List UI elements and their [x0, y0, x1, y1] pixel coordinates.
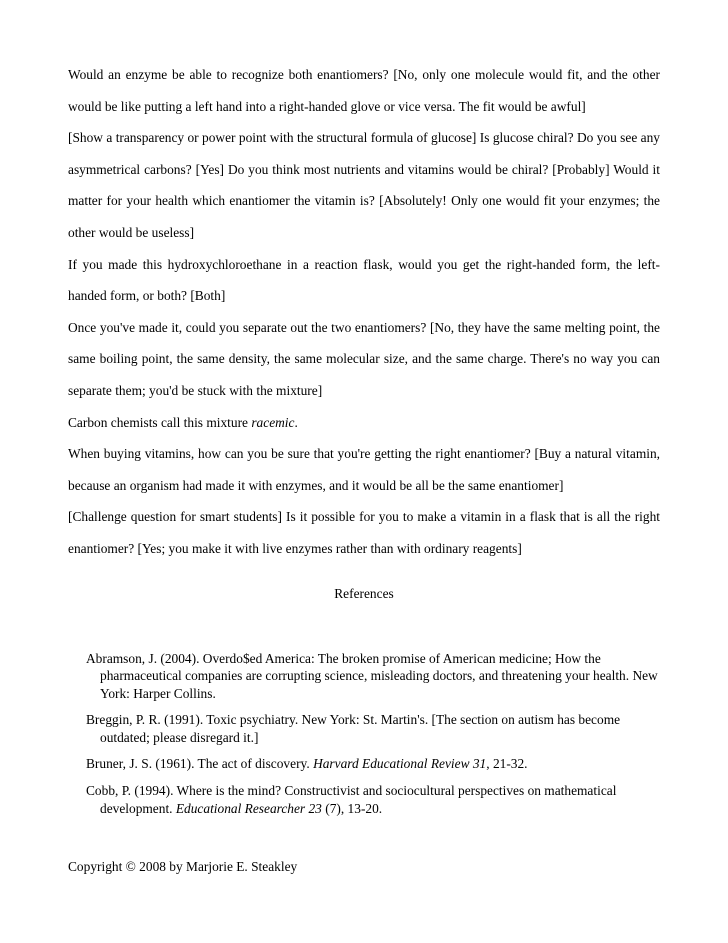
- references-list: [68, 650, 660, 818]
- reference-text: Bruner, J. S. (1961). The act of discovery.: [86, 756, 314, 772]
- reference-item: [68, 711, 660, 746]
- paragraph-buying-vitamins: When buying vitamins, how can you be sure that you're getting the right enantiomer? [Buy a natural vitamin, because an organism had made it with enzymes, and it would be all be the same enantiomer]: [68, 446, 660, 493]
- reference-item: [68, 782, 660, 817]
- paragraph-separate: Once you've made it, could you separate out the two enantiomers? [No, they have the same melting point, the same boiling point, the same density, the same molecular size, and the same charge. There's no way you can separate them; you'd be stuck with the mixture]: [68, 319, 660, 398]
- paragraph-racemic: [68, 407, 660, 439]
- paragraph-hydroxychloroethane: If you made this hydroxychloroethane in a reaction flask, would you get the right-handed form, the left-handed form, or both? [Both]: [68, 256, 660, 304]
- reference-journal: Harvard Educational Review 31: [313, 756, 487, 772]
- reference-text: Abramson, J. (2004). Overdo$ed America: The broken promise of American medicine; How the pharmaceutical companies are corrupting science, misleading doctors, and threatening your health. New York: Harper Collins.: [86, 650, 658, 701]
- paragraph-challenge: [Challenge question for smart students] Is it possible for you to make a vitamin in a flask that is all the right enantiomer? [Yes; you make it with live enzymes rather than with ordinary reagents]: [68, 509, 660, 556]
- references-heading: References: [334, 585, 394, 601]
- reference-tail: , 21-32.: [486, 756, 528, 772]
- reference-journal: Educational Researcher 23: [175, 800, 322, 816]
- racemic-prefix: Carbon chemists call this mixture: [68, 414, 252, 430]
- reference-tail: (7), 13-20.: [321, 800, 383, 816]
- reference-text: Breggin, P. R. (1991). Toxic psychiatry. New York: St. Martin's. [The section on autism has become outdated; please disregard it.]: [86, 712, 621, 745]
- copyright-footer: Copyright © 2008 by Marjorie E. Steakley: [68, 859, 298, 874]
- racemic-suffix: .: [294, 414, 298, 430]
- reference-item: [68, 755, 660, 773]
- document-page: [68, 59, 660, 826]
- reference-item: [68, 650, 660, 703]
- reference-text: Cobb, P. (1994). Where is the mind? Constructivist and sociocultural perspectives on mathematical development.: [86, 783, 617, 816]
- racemic-term: racemic: [251, 414, 295, 430]
- paragraph-glucose: [Show a transparency or power point with the structural formula of glucose] Is glucose chiral? Do you see any asymmetrical carbons? [Yes] Do you think most nutrients and vitamins would be chiral? [Probably] Would it matter for your health which enantiomer the vitamin is? [Absolutely! Only one would fit your enzymes; the other would be useless]: [68, 130, 660, 240]
- paragraph-enzyme: Would an enzyme be able to recognize both enantiomers? [No, only one molecule would fit, and the other would be like putting a left hand into a right-handed glove or vice versa. The fit would be awful]: [68, 67, 660, 114]
